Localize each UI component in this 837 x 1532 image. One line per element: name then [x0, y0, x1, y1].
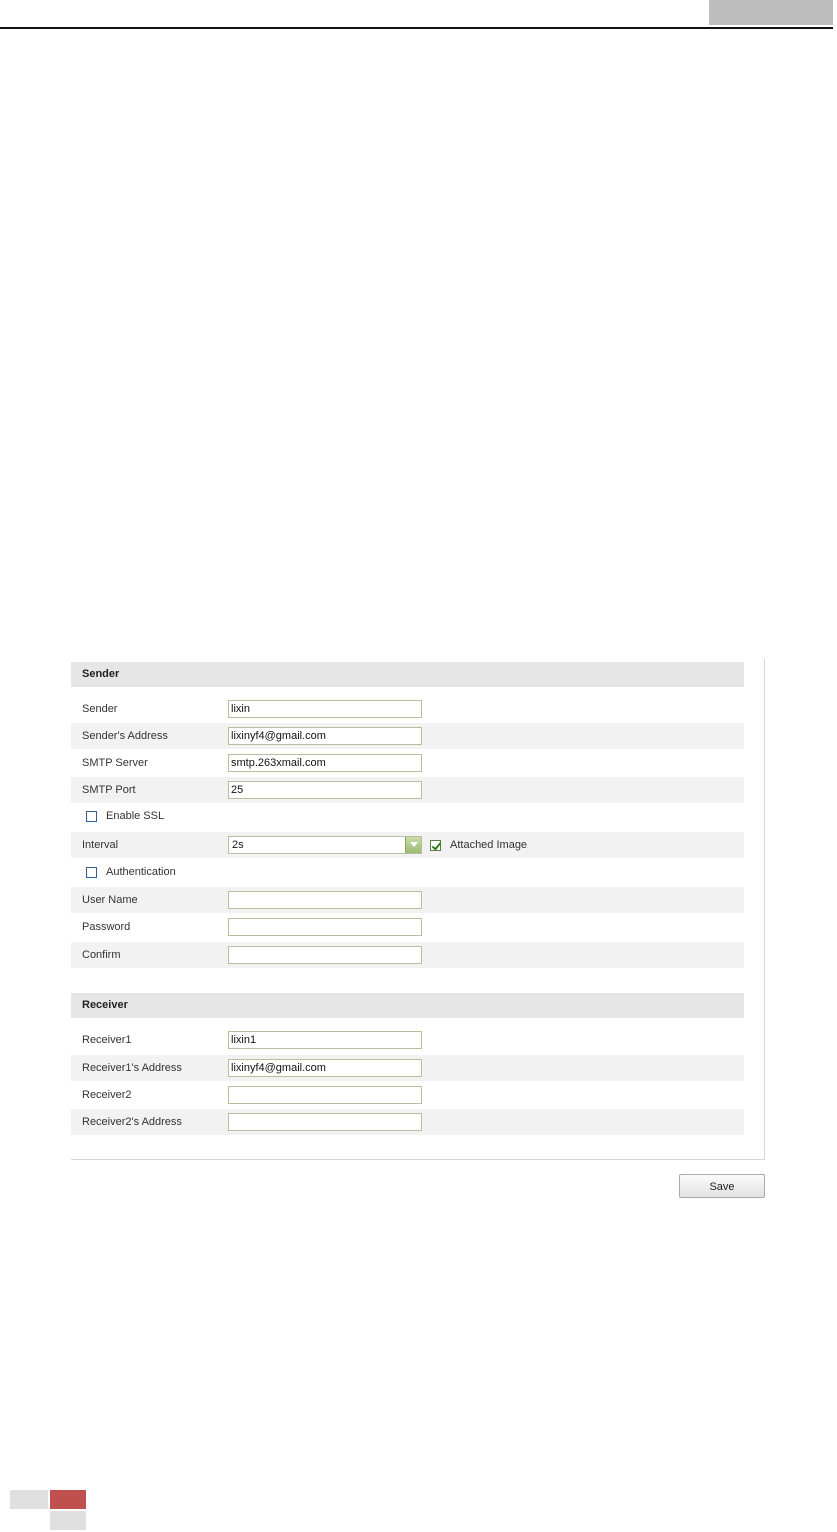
receiver1-input[interactable] — [228, 1031, 422, 1049]
receiver2-row — [71, 1082, 744, 1108]
receiver1-row — [71, 1027, 744, 1053]
smtp-server-label: SMTP Server — [82, 757, 148, 769]
interval-select[interactable] — [228, 836, 422, 854]
authentication-row — [71, 859, 744, 885]
attached-image-option[interactable] — [430, 832, 527, 858]
password-input[interactable] — [228, 918, 422, 936]
smtp-port-input[interactable] — [228, 781, 422, 799]
smtp-port-row — [71, 777, 744, 803]
receiver1-address-row — [71, 1055, 744, 1081]
sender-address-row — [71, 723, 744, 749]
sender-input[interactable] — [228, 700, 422, 718]
enable-ssl-checkbox[interactable] — [86, 811, 97, 822]
receiver2-input[interactable] — [228, 1086, 422, 1104]
authentication-label: Authentication — [106, 866, 176, 878]
enable-ssl-row — [71, 803, 744, 829]
sender-row — [71, 696, 744, 722]
email-settings-panel — [71, 659, 765, 1160]
username-label: User Name — [82, 894, 138, 906]
smtp-server-input[interactable] — [228, 754, 422, 772]
footer-decoration-light — [10, 1490, 48, 1509]
interval-row — [71, 832, 744, 858]
receiver2-label: Receiver2 — [82, 1089, 132, 1101]
authentication-checkbox[interactable] — [86, 867, 97, 878]
password-label: Password — [82, 921, 131, 933]
confirm-input[interactable] — [228, 946, 422, 964]
receiver1-label: Receiver1 — [82, 1034, 132, 1046]
chevron-down-icon[interactable] — [405, 837, 421, 853]
footer-decoration-lower — [50, 1511, 86, 1530]
password-row — [71, 914, 744, 940]
smtp-server-row — [71, 750, 744, 776]
username-row — [71, 887, 744, 913]
enable-ssl-label: Enable SSL — [106, 810, 165, 822]
header-tab-block — [709, 0, 833, 25]
sender-section-title: Sender — [71, 662, 744, 687]
sender-label: Sender — [82, 703, 118, 715]
save-button[interactable]: Save — [679, 1174, 765, 1198]
sender-address-input[interactable] — [228, 727, 422, 745]
receiver-section-title: Receiver — [71, 993, 744, 1018]
confirm-row — [71, 942, 744, 968]
receiver1-address-label: Receiver1's Address — [82, 1062, 182, 1074]
enable-ssl-option[interactable] — [86, 803, 164, 829]
attached-image-checkbox[interactable] — [430, 840, 441, 851]
interval-selected-value: 2s — [232, 839, 244, 851]
confirm-label: Confirm — [82, 949, 121, 961]
receiver2-address-row — [71, 1109, 744, 1135]
username-input[interactable] — [228, 891, 422, 909]
receiver2-address-input[interactable] — [228, 1113, 422, 1131]
sender-address-label: Sender's Address — [82, 730, 168, 742]
smtp-port-label: SMTP Port — [82, 784, 136, 796]
attached-image-label: Attached Image — [450, 839, 528, 851]
receiver2-address-label: Receiver2's Address — [82, 1116, 182, 1128]
footer-decoration-accent — [50, 1490, 86, 1509]
interval-label: Interval — [82, 839, 119, 851]
receiver1-address-input[interactable] — [228, 1059, 422, 1077]
header-rule — [0, 27, 833, 29]
authentication-option[interactable] — [86, 859, 176, 885]
